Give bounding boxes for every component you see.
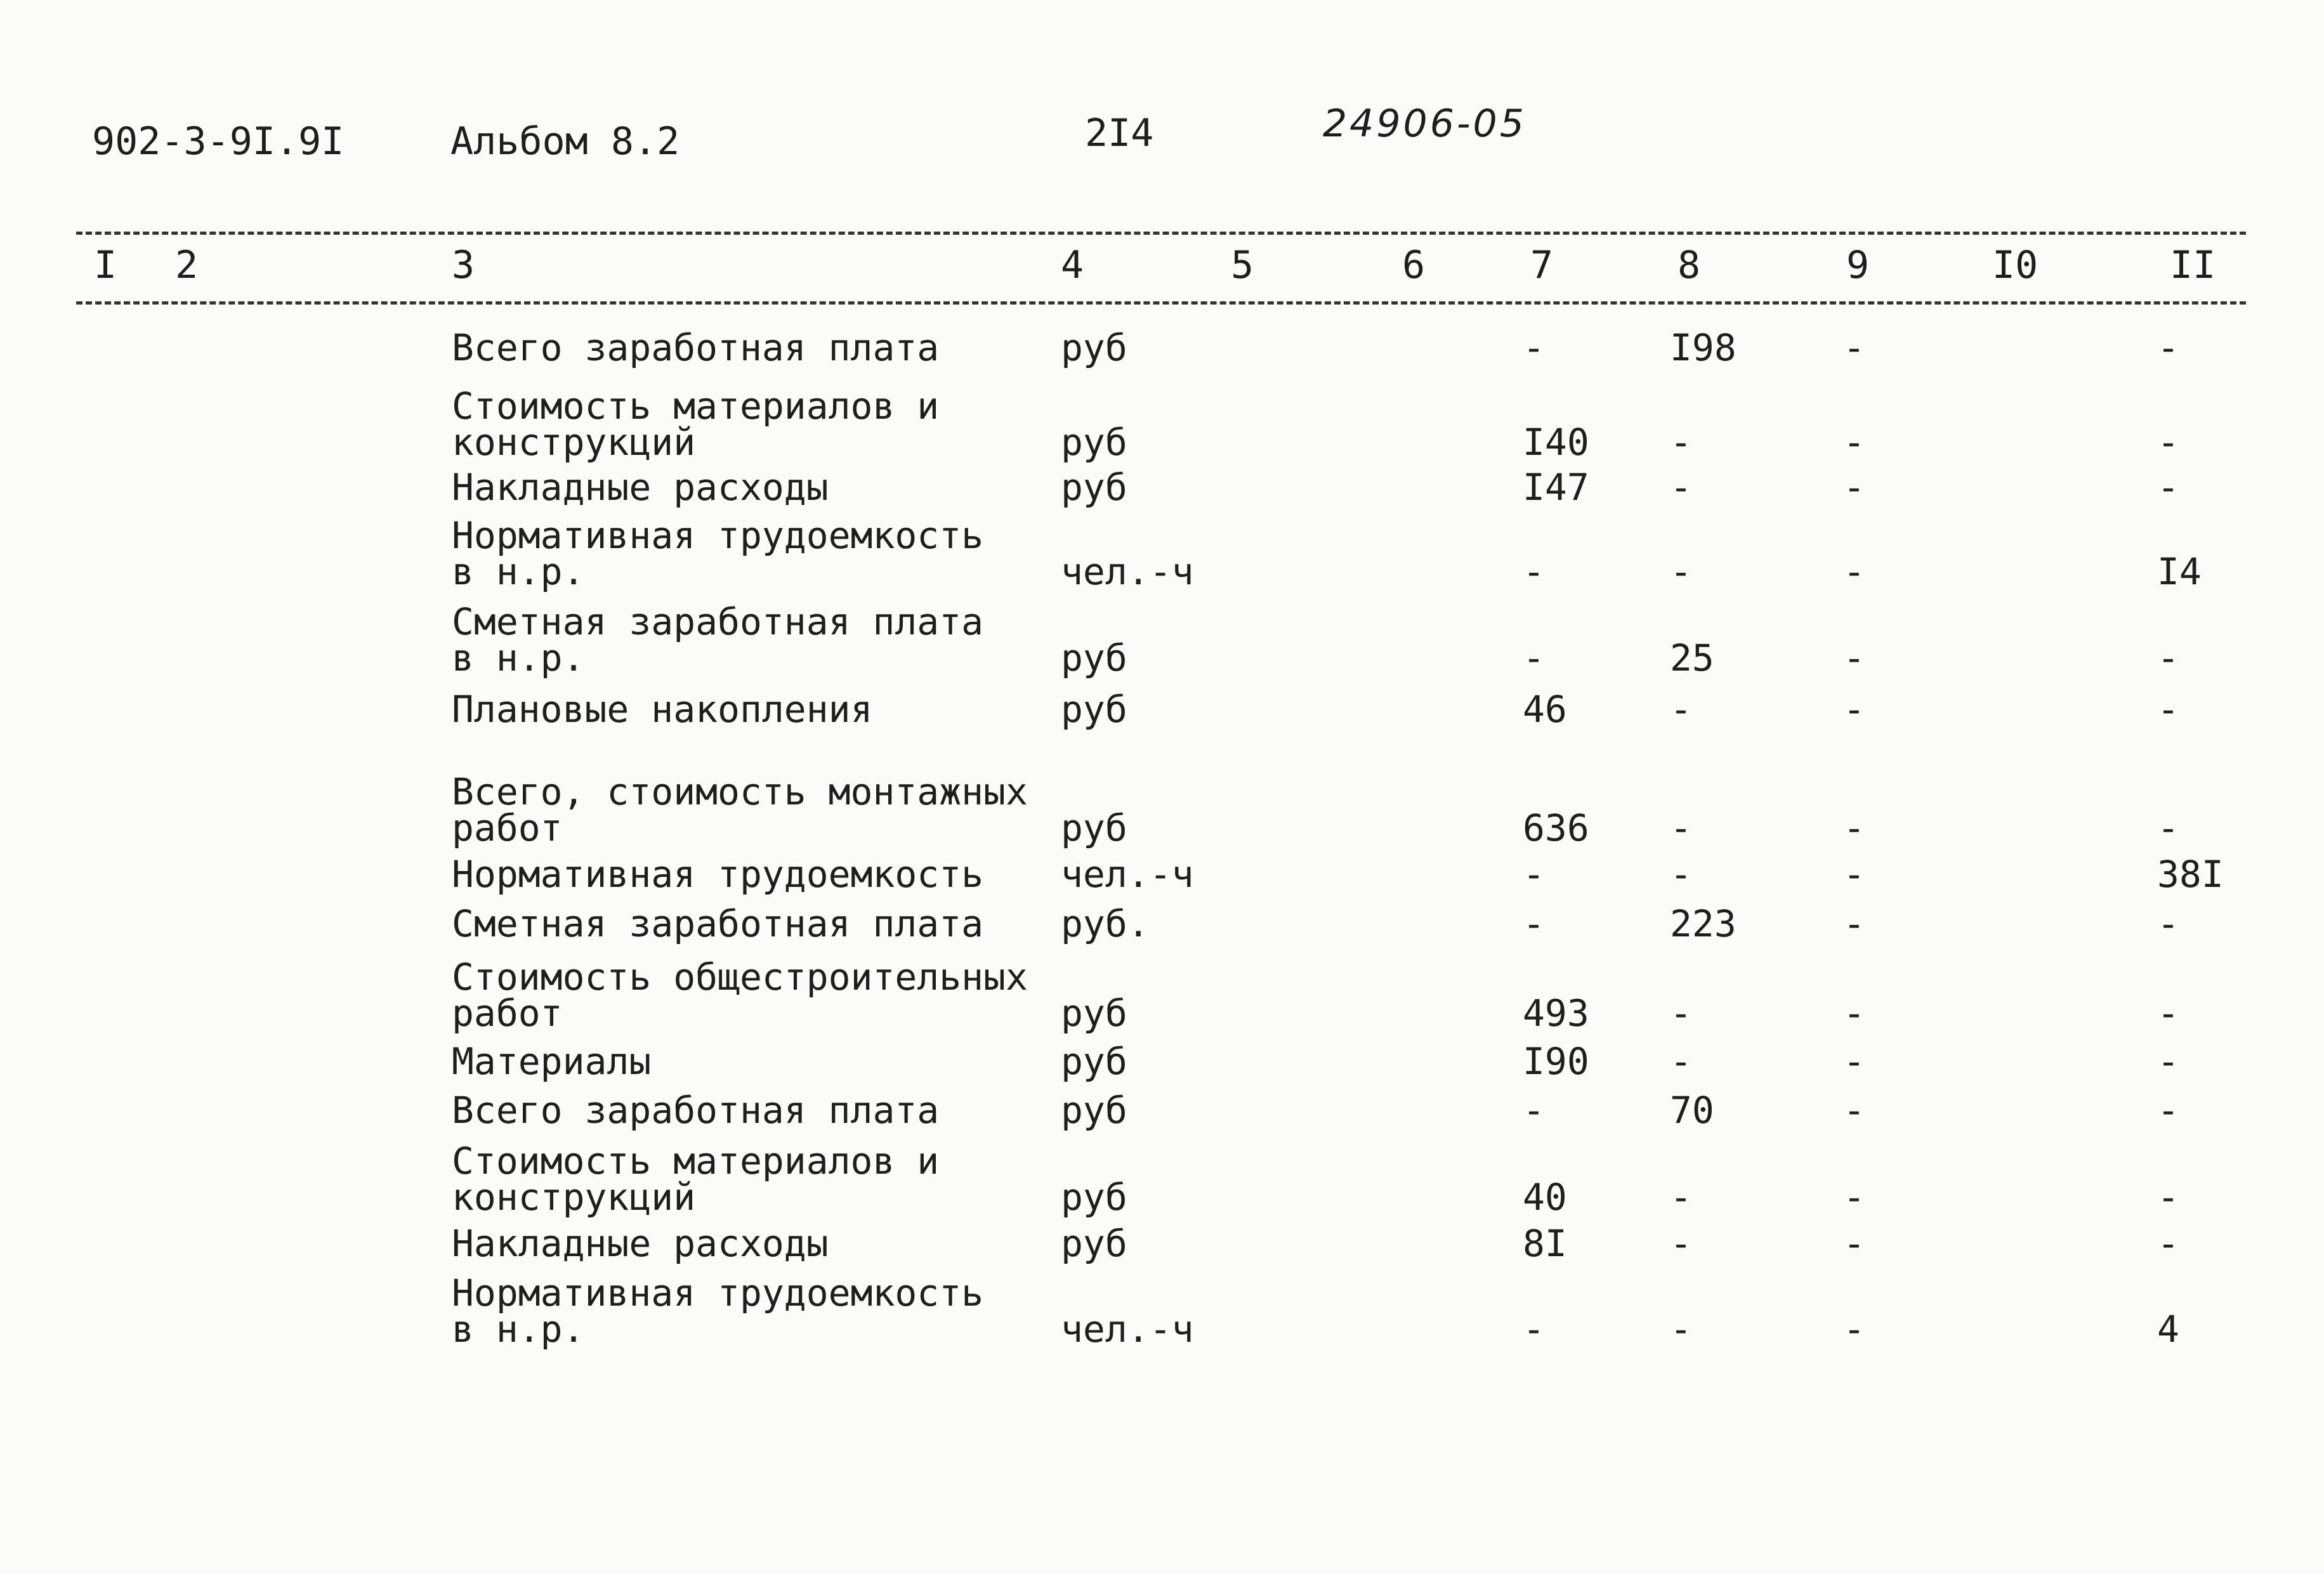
value-cell-c11: - — [2157, 636, 2179, 679]
row-name-line: работ — [452, 806, 563, 849]
page-number: 2I4 — [1085, 111, 1154, 155]
row-name — [452, 955, 1028, 1035]
value-cell-c8: - — [1670, 853, 1692, 896]
row-name-line: Накладные расходы — [452, 1222, 829, 1265]
value-cell-c8: - — [1670, 1176, 1692, 1219]
row-name-line: в н.р. — [452, 1308, 585, 1351]
value-cell-c8: 223 — [1670, 902, 1736, 945]
row-name-line: Нормативная трудоемкость — [452, 514, 984, 557]
row-name-line: Всего заработная плата — [452, 326, 940, 369]
row-name-line: работ — [452, 992, 563, 1035]
unit-cell: руб — [1061, 1222, 1127, 1265]
value-cell-c8: I98 — [1670, 326, 1736, 369]
column-number-8: 8 — [1677, 243, 1701, 287]
value-cell-c8: - — [1670, 1040, 1692, 1083]
value-cell-c11: - — [2157, 326, 2179, 369]
row-name-line: Стоимость общестроительных — [452, 955, 1028, 999]
album-label: Альбом 8.2 — [450, 119, 680, 164]
value-cell-c11: - — [2157, 1089, 2179, 1132]
value-cell-c11: I4 — [2157, 550, 2202, 593]
column-number-3: 3 — [452, 243, 475, 287]
value-cell-c7: 493 — [1523, 992, 1589, 1035]
row-name — [452, 770, 1028, 849]
value-cell-c8: - — [1670, 1308, 1692, 1351]
value-cell-c9: - — [1843, 992, 1865, 1035]
row-name-line: Сметная заработная плата — [452, 600, 984, 643]
row-name — [452, 1222, 829, 1265]
column-number-5: 5 — [1231, 243, 1254, 287]
row-name — [452, 688, 873, 731]
value-cell-c7: 46 — [1523, 688, 1567, 731]
row-name-line: в н.р. — [452, 636, 585, 679]
unit-cell: руб — [1061, 992, 1127, 1035]
row-name-line: в н.р. — [452, 550, 585, 593]
value-cell-c7: I47 — [1523, 466, 1589, 509]
value-cell-c7: - — [1523, 636, 1545, 679]
unit-cell: руб — [1061, 421, 1127, 464]
value-cell-c8: 70 — [1670, 1089, 1714, 1132]
column-number-6: 6 — [1402, 243, 1426, 287]
column-number-9: 9 — [1846, 243, 1870, 287]
value-cell-c7: - — [1523, 1308, 1545, 1351]
value-cell-c8: - — [1670, 550, 1692, 593]
value-cell-c8: - — [1670, 1222, 1692, 1265]
row-name-line: Нормативная трудоемкость — [452, 1271, 984, 1315]
value-cell-c9: - — [1843, 1176, 1865, 1219]
value-cell-c8: - — [1670, 421, 1692, 464]
column-number-10: I0 — [1992, 243, 2038, 287]
value-cell-c11: - — [2157, 806, 2179, 849]
value-cell-c11: - — [2157, 1222, 2179, 1265]
header-rule-top — [76, 232, 2246, 235]
unit-cell: чел.-ч — [1061, 1308, 1194, 1351]
row-name-line: Накладные расходы — [452, 466, 829, 509]
value-cell-c11: - — [2157, 688, 2179, 731]
value-cell-c7: - — [1523, 853, 1545, 896]
row-name — [452, 326, 940, 369]
row-name — [452, 1040, 652, 1083]
value-cell-c7: - — [1523, 326, 1545, 369]
row-name — [452, 1089, 940, 1132]
unit-cell: руб — [1061, 688, 1127, 731]
row-name-line: Сметная заработная плата — [452, 902, 984, 945]
handwritten-number: 24906-05 — [1323, 102, 1526, 146]
value-cell-c9: - — [1843, 636, 1865, 679]
row-name-line: Нормативная трудоемкость — [452, 853, 984, 896]
value-cell-c9: - — [1843, 1222, 1865, 1265]
value-cell-c7: - — [1523, 550, 1545, 593]
column-number-4: 4 — [1061, 243, 1084, 287]
unit-cell: руб. — [1061, 902, 1150, 945]
value-cell-c11: - — [2157, 992, 2179, 1035]
row-name-line: Материалы — [452, 1040, 652, 1083]
row-name-line: Плановые накопления — [452, 688, 873, 731]
column-number-7: 7 — [1530, 243, 1554, 287]
value-cell-c9: - — [1843, 902, 1865, 945]
value-cell-c9: - — [1843, 550, 1865, 593]
value-cell-c7: - — [1523, 902, 1545, 945]
row-name — [452, 466, 829, 509]
row-name — [452, 384, 940, 464]
value-cell-c8: - — [1670, 466, 1692, 509]
value-cell-c9: - — [1843, 1040, 1865, 1083]
value-cell-c9: - — [1843, 806, 1865, 849]
value-cell-c8: - — [1670, 806, 1692, 849]
value-cell-c9: - — [1843, 688, 1865, 731]
value-cell-c8: - — [1670, 992, 1692, 1035]
value-cell-c7: 636 — [1523, 806, 1589, 849]
value-cell-c9: - — [1843, 853, 1865, 896]
unit-cell: руб — [1061, 326, 1127, 369]
value-cell-c9: - — [1843, 326, 1865, 369]
value-cell-c7: I40 — [1523, 421, 1589, 464]
value-cell-c9: - — [1843, 466, 1865, 509]
row-name — [452, 1139, 940, 1219]
value-cell-c11: - — [2157, 902, 2179, 945]
row-name-line: Стоимость материалов и — [452, 1139, 940, 1183]
unit-cell: руб — [1061, 1089, 1127, 1132]
value-cell-c11: - — [2157, 1176, 2179, 1219]
row-name — [452, 514, 984, 593]
row-name — [452, 902, 984, 945]
row-name-line: конструкций — [452, 1176, 696, 1219]
value-cell-c7: I90 — [1523, 1040, 1589, 1083]
value-cell-c11: - — [2157, 421, 2179, 464]
row-name — [452, 600, 984, 679]
row-name-line: конструкций — [452, 421, 696, 464]
column-number-2: 2 — [175, 243, 199, 287]
header-rule-bottom — [76, 301, 2246, 305]
unit-cell: руб — [1061, 806, 1127, 849]
value-cell-c7: 40 — [1523, 1176, 1567, 1219]
unit-cell: руб — [1061, 1040, 1127, 1083]
document-code: 902-3-9I.9I — [92, 119, 345, 164]
unit-cell: руб — [1061, 466, 1127, 509]
value-cell-c11: - — [2157, 1040, 2179, 1083]
value-cell-c11: 4 — [2157, 1308, 2179, 1351]
unit-cell: чел.-ч — [1061, 853, 1194, 896]
row-name — [452, 853, 984, 896]
value-cell-c8: - — [1670, 688, 1692, 731]
value-cell-c11: 38I — [2157, 853, 2224, 896]
unit-cell: руб — [1061, 1176, 1127, 1219]
row-name-line: Всего, стоимость монтажных — [452, 770, 1028, 813]
row-name-line: Всего заработная плата — [452, 1089, 940, 1132]
column-number-11: II — [2170, 243, 2216, 287]
unit-cell: чел.-ч — [1061, 550, 1194, 593]
row-name-line: Стоимость материалов и — [452, 384, 940, 428]
value-cell-c8: 25 — [1670, 636, 1714, 679]
value-cell-c9: - — [1843, 1089, 1865, 1132]
unit-cell: руб — [1061, 636, 1127, 679]
column-number-1: I — [94, 243, 117, 287]
value-cell-c7: - — [1523, 1089, 1545, 1132]
value-cell-c11: - — [2157, 466, 2179, 509]
value-cell-c9: - — [1843, 1308, 1865, 1351]
value-cell-c9: - — [1843, 421, 1865, 464]
value-cell-c7: 8I — [1523, 1222, 1567, 1265]
row-name — [452, 1271, 984, 1351]
